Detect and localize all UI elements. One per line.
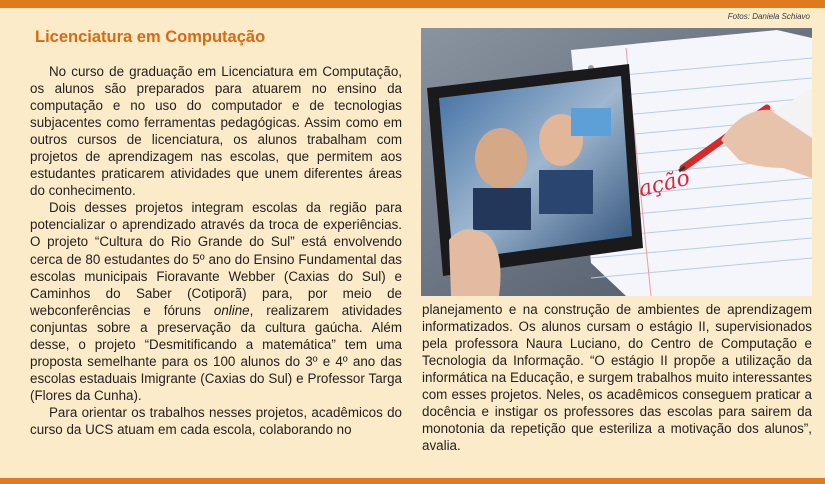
article-title: Licenciatura em Computação: [35, 28, 266, 46]
top-accent-bar: [0, 0, 825, 8]
paragraph-projects-text-b: , realizarem atividades conjuntas sobre a preservação da cultura gaúcha. Além desse, o projeto “Desmitificando a matemática” tem uma proposta semelhante para os 100 alunos do 3º e 4º ano das escolas estaduais Imigrante (Caxias do Sul) e Professor Targa (Flores da Cunha).: [30, 302, 402, 403]
right-column: [422, 301, 812, 454]
paragraph-projects-text-a: Dois desses projetos integram escolas da região para potencializar o aprendizado através da troca de experiências. O projeto “Cultura do Rio Grande do Sul” está envolvendo cerca de 80 estudantes do 5º ano do Ensino Fundamental das escolas municipais Fioravante Webber (Caxias do Sul) e Caminhos do Saber (Cotiporã) para, por meio de webconferências e fóruns: [30, 200, 402, 318]
article-photo: [421, 28, 812, 296]
paragraph-projects: [30, 199, 402, 404]
paragraph-continuation: planejamento e na construção de ambientes de aprendizagem informatizados. Os alunos cursam o estágio II, supervisionados pela professora Naura Luciano, do Centro de Computação e Tecnologia da Informação. “O estágio II propõe a utilização da informática na Educação, e surgem trabalhos muito interessantes com esses projetos. Neles, os acadêmicos conseguem praticar a docência e instigar os professores das escolas para sairem da monotonia da repetição que esteriliza a motivação dos alunos”, avalia.: [422, 302, 812, 454]
photo-credit: Fotos: Daniela Schiavo: [727, 12, 810, 21]
handwriting-text: ducação: [596, 165, 693, 213]
bottom-accent-bar: [0, 478, 825, 484]
paragraph-projects-emphasis: online: [213, 302, 250, 318]
paragraph-orientation: Para orientar os trabalhos nesses projetos, acadêmicos do curso da UCS atuam em cada escola, colaborando no: [30, 404, 402, 437]
paragraph-intro: No curso de graduação em Licenciatura em Computação, os alunos são preparados para atuarem no ensino da computação e no uso do computador e de tecnologias subjacentes como ferramentas pedagógicas. Assim como em outros cursos de licenciatura, os alunos trabalham com projetos de aprendizagem nas escolas, que permitem aos estudantes praticarem atividades que unem diferentes áreas do conhecimento.: [30, 64, 402, 199]
left-column: [30, 63, 402, 438]
